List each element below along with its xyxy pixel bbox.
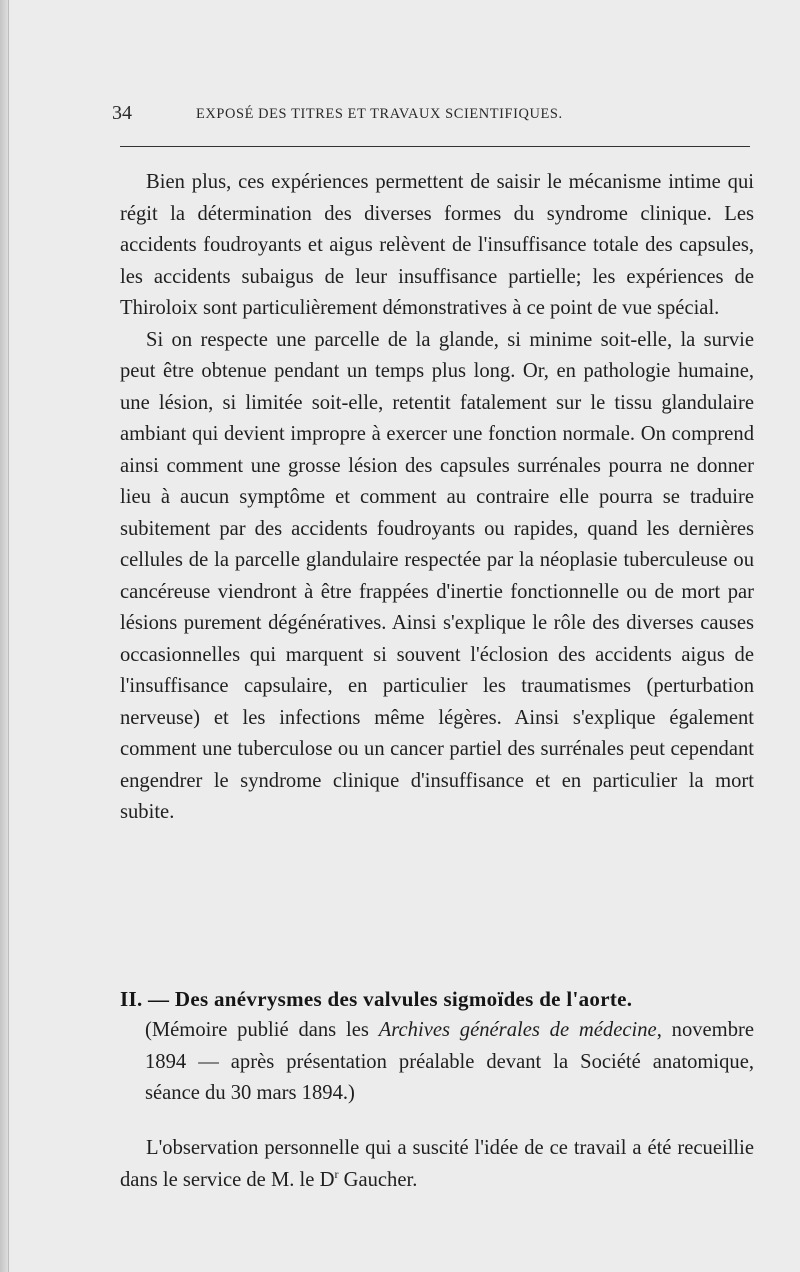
section-heading: II. — Des anévrysmes des valvules sigmoïdes de l'aorte. — [120, 987, 633, 1011]
note-suffix: , novembre 1894 — après présentation préalable devant la Société anatomique, séance du 30 mars 1894.) — [145, 1019, 754, 1104]
page-left-edge — [0, 0, 8, 1272]
final-paragraph-text: L'observation personnelle qui a suscité l'idée de ce travail a été recueillie dans le service de M. le D — [120, 1137, 754, 1191]
body-text — [120, 167, 754, 829]
journal-title: Archives générales de médecine — [378, 1019, 657, 1041]
doctor-superscript: r — [334, 1166, 339, 1181]
running-title: EXPOSÉ DES TITRES ET TRAVAUX SCIENTIFIQUES. — [196, 106, 563, 122]
section-publication-note — [145, 1015, 754, 1110]
final-paragraph — [120, 1133, 754, 1196]
final-paragraph-name: Gaucher. — [338, 1168, 418, 1191]
paragraph-2: Si on respecte une parcelle de la glande, si minime soit-elle, la survie peut être obtenue pendant un temps plus long. Or, en pathologie humaine, une lésion, si limitée soit-elle, retentit fatalement sur le tissu glandulaire ambiant qui devient impropre à exercer une fonction normale. On comprend ainsi comment une grosse lésion des capsules surrénales pourra ne donner lieu à aucun symptôme et comment au contraire elle pourra se traduire subitement par des accidents foudroyants ou rapides, quand les dernières cellules de la parcelle glandulaire respectée par la néoplasie tuberculeuse ou cancéreuse viendront à être frappées d'inertie fonctionnelle ou de mort par lésions purement dégénératives. Ainsi s'explique le rôle des diverses causes occasionnelles qui marquent si souvent l'éclosion des accidents aigus de l'insuffisance capsulaire, en particulier les traumatismes (perturbation nerveuse) et les infections même légères. Ainsi s'explique également comment une tuberculose ou un cancer partiel des surrénales peut cependant engendrer le syndrome clinique d'insuffisance et en particulier la mort subite. — [120, 328, 754, 823]
paragraph-1: Bien plus, ces expériences permettent de saisir le mécanisme intime qui régit la détermination des diverses formes du syndrome clinique. Les accidents foudroyants et aigus relèvent de l'insuffisance totale des capsules, les accidents subaigus de leur insuffisance partielle; les expériences de Thiroloix sont particulièrement démonstratives à ce point de vue spécial. — [120, 171, 754, 319]
note-prefix: (Mémoire publié dans les — [145, 1019, 379, 1041]
page-number: 34 — [112, 102, 132, 124]
header-rule — [120, 146, 750, 147]
page-header — [112, 102, 752, 132]
final-text — [120, 1133, 754, 1196]
